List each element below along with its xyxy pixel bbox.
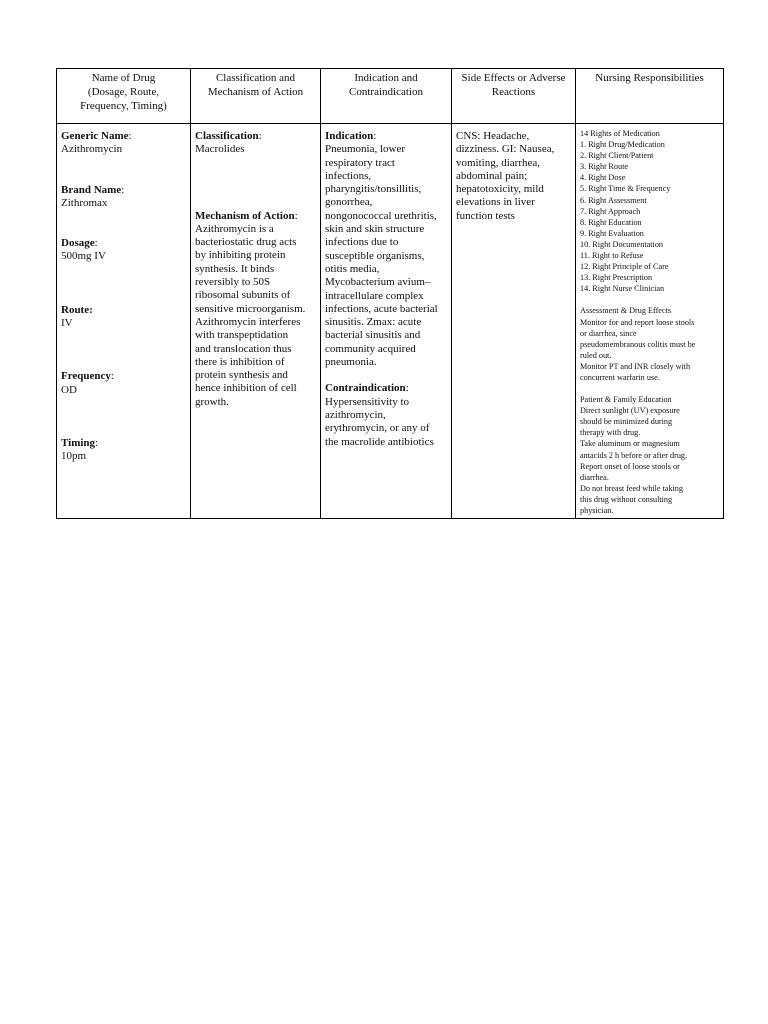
text-line: concurrent warfarin use.: [580, 372, 660, 382]
text-line: Do not breast feed while taking: [580, 483, 683, 493]
text-line: CNS: Headache,: [456, 130, 530, 142]
side-effects-text: [452, 124, 575, 225]
frequency-label: Frequency: [61, 370, 111, 383]
side-effects-cell: [452, 124, 576, 519]
text-line: bacteriostatic drug acts: [195, 236, 297, 249]
classification-value: Macrolides: [195, 143, 245, 156]
text-line: Patient & Family Education: [580, 395, 672, 405]
route-label: Route:: [61, 303, 93, 316]
header-side-effects: [452, 69, 576, 124]
generic-name-label: Generic Name: [61, 130, 129, 142]
header-text-line: Classification and: [215, 72, 296, 84]
text-line: therapy with drug.: [580, 428, 641, 438]
text-line: vomiting, diarrhea,: [456, 156, 541, 169]
list-item: 7. Right Approach: [580, 206, 641, 216]
text-line: sinusitis. Zmax: acute: [325, 316, 422, 329]
dosage-value: 500mg IV: [61, 250, 106, 263]
drug-study-table: [56, 68, 724, 519]
header-text-line: Reactions: [491, 86, 536, 98]
list-item: 8. Right Education: [580, 217, 642, 227]
text-line: otitis media,: [325, 262, 380, 275]
contraindication-text: [325, 396, 447, 449]
text-line: pseudomembranous colitis must be: [580, 339, 696, 349]
header-text-line: Name of Drug: [91, 72, 156, 84]
timing-value: 10pm: [61, 450, 87, 463]
text-line: diarrhea.: [580, 472, 609, 482]
text-line: and translocation thus: [195, 342, 292, 355]
header-name-of-drug: [57, 69, 191, 124]
text-line: ribosomal subunits of: [195, 289, 291, 302]
text-line: Hypersensitivity to: [325, 395, 410, 408]
text-line: intracellulare complex: [325, 289, 424, 302]
text-line: community acquired: [325, 342, 416, 355]
list-item: 2. Right Client/Patient: [580, 151, 654, 161]
text-line: hepatotoxicity, mild: [456, 183, 544, 196]
header-text-line: Mechanism of Action: [207, 86, 304, 98]
text-line: there is inhibition of: [195, 355, 285, 368]
text-line: physician.: [580, 506, 614, 515]
header-text-line: Contraindication: [349, 86, 423, 98]
rights-of-medication-list: [580, 128, 720, 294]
text-line: abdominal pain;: [456, 169, 528, 182]
header-indication: [321, 69, 452, 124]
text-line: protein synthesis and: [195, 369, 288, 382]
text-line: reversibly to 50S: [195, 276, 271, 289]
list-item: 13. Right Prescription: [580, 273, 653, 283]
text-line: susceptible organisms,: [325, 249, 425, 262]
list-item: 1. Right Drug/Medication: [580, 140, 665, 150]
list-item: 4. Right Dose: [580, 173, 626, 183]
indication-text: [325, 143, 447, 369]
header-text-line: Frequency, Timing): [80, 100, 167, 112]
text-line: Pneumonia, lower: [325, 143, 406, 156]
text-line: growth.: [195, 395, 229, 408]
text-line: this drug without consulting: [580, 494, 673, 504]
text-line: antacids 2 h before or after drug.: [580, 450, 688, 460]
text-line: pneumonia.: [325, 356, 377, 369]
text-line: pharyngitis/tonsillitis,: [325, 183, 422, 196]
text-line: nongonococcal urethritis,: [325, 209, 437, 222]
text-line: Azithromycin interferes: [195, 315, 301, 328]
text-line: infections, acute bacterial: [325, 302, 438, 315]
header-row: [57, 69, 724, 124]
text-line: should be minimized during: [580, 417, 673, 427]
text-line: bacterial sinusitis and: [325, 329, 421, 342]
text-line: Monitor for and report loose stools: [580, 317, 695, 327]
text-line: elevations in liver: [456, 196, 535, 209]
dosage-label: Dosage: [61, 237, 95, 250]
indication-label: Indication: [325, 130, 374, 142]
text-line: hence inhibition of cell: [195, 382, 297, 395]
list-item: 5. Right Time & Frequency: [580, 184, 671, 194]
mechanism-label: Mechanism of Action: [195, 209, 295, 222]
list-item: 14. Right Nurse Clinician: [580, 284, 665, 294]
text-line: function tests: [456, 209, 515, 222]
list-item: 9. Right Evaluation: [580, 228, 644, 238]
text-line: Mycobacterium avium–: [325, 276, 431, 289]
text-line: synthesis. It binds: [195, 262, 275, 275]
classification-cell: Classification: Macrolides Mechanism of Action: Azithromycin is a bacteriostatic drug acts by inhibiting protein synthesis. It binds reversibly to 50S ribosomal subunits of sensitive microorganism. Azithromycin interferes with transpeptidation and translocation thus there is inhibition of protein synthesis and hence inhibition of cell growth.: [191, 124, 321, 519]
text-line: Direct sunlight (UV) exposure: [580, 406, 680, 416]
list-item: 11. Right to Refuse: [580, 251, 644, 261]
header-classification: [191, 69, 321, 124]
drug-name-cell: Generic Name: Azithromycin Brand Name: Zithromax Dosage: 500mg IV Route: IV Frequency: OD Timing: 10pm: [57, 124, 191, 519]
text-line: Azithromycin is a: [195, 222, 274, 235]
text-line: azithromycin,: [325, 408, 386, 421]
indication-cell: Indication: Pneumonia, lower respiratory tract infections, pharyngitis/tonsillitis, gonorrhea, nongonococcal urethritis, skin and skin structure infections due to susceptible organisms, otitis media, Mycobacterium avium– intracellulare complex infections, acute bacterial sinusitis. Zmax: acute bacterial sinusitis and community acquired pneumonia. Contraindication: Hypersensitivity to azithromycin, erythromycin, or any of the macrolide antibiotics: [321, 124, 452, 519]
list-item: 6. Right Assessment: [580, 195, 647, 205]
mechanism-text: [195, 223, 316, 409]
timing-label: Timing: [61, 436, 96, 449]
list-item: 12. Right Principle of Care: [580, 262, 669, 272]
route-value: IV: [61, 317, 73, 330]
education-section: [580, 394, 720, 516]
header-text-line: Indication and: [354, 72, 418, 84]
text-line: or diarrhea, since: [580, 328, 637, 338]
list-item: 10. Right Documentation: [580, 239, 664, 249]
text-line: erythromycin, or any of: [325, 422, 430, 435]
text-line: Report onset of loose stools or: [580, 461, 680, 471]
text-line: skin and skin structure: [325, 223, 425, 236]
text-line: by inhibiting protein: [195, 249, 286, 262]
text-line: gonorrhea,: [325, 196, 373, 209]
header-text-line: Nursing Responsibilities: [595, 72, 704, 84]
text-line: the macrolide antibiotics: [325, 435, 434, 448]
text-line: Monitor PT and INR closely with: [580, 361, 691, 371]
header-nursing-responsibilities: [576, 69, 724, 124]
text-line: sensitive microorganism.: [195, 302, 306, 315]
text-line: with transpeptidation: [195, 329, 289, 342]
text-line: Take aluminum or magnesium: [580, 439, 680, 449]
text-line: dizziness. GI: Nausea,: [456, 143, 555, 156]
text-line: infections due to: [325, 236, 399, 249]
contraindication-label: Contraindication: [325, 382, 406, 395]
header-text-line: Side Effects or Adverse: [461, 72, 566, 84]
text-line: Assessment & Drug Effects: [580, 306, 672, 316]
header-text-line: (Dosage, Route,: [87, 86, 160, 98]
text-line: respiratory tract: [325, 156, 395, 169]
generic-name-value: Azithromycin: [61, 143, 123, 156]
classification-label: Classification: [195, 130, 259, 142]
assessment-section: [580, 305, 720, 383]
frequency-value: OD: [61, 383, 77, 396]
list-item: 14 Rights of Medication: [580, 129, 660, 138]
text-line: ruled out.: [580, 350, 612, 360]
text-line: infections,: [325, 169, 372, 182]
list-item: 3. Right Route: [580, 162, 628, 172]
nursing-responsibilities-cell: [576, 124, 724, 519]
brand-name-value: Zithromax: [61, 196, 108, 209]
brand-name-label: Brand Name: [61, 183, 122, 196]
table-row: [57, 124, 724, 519]
